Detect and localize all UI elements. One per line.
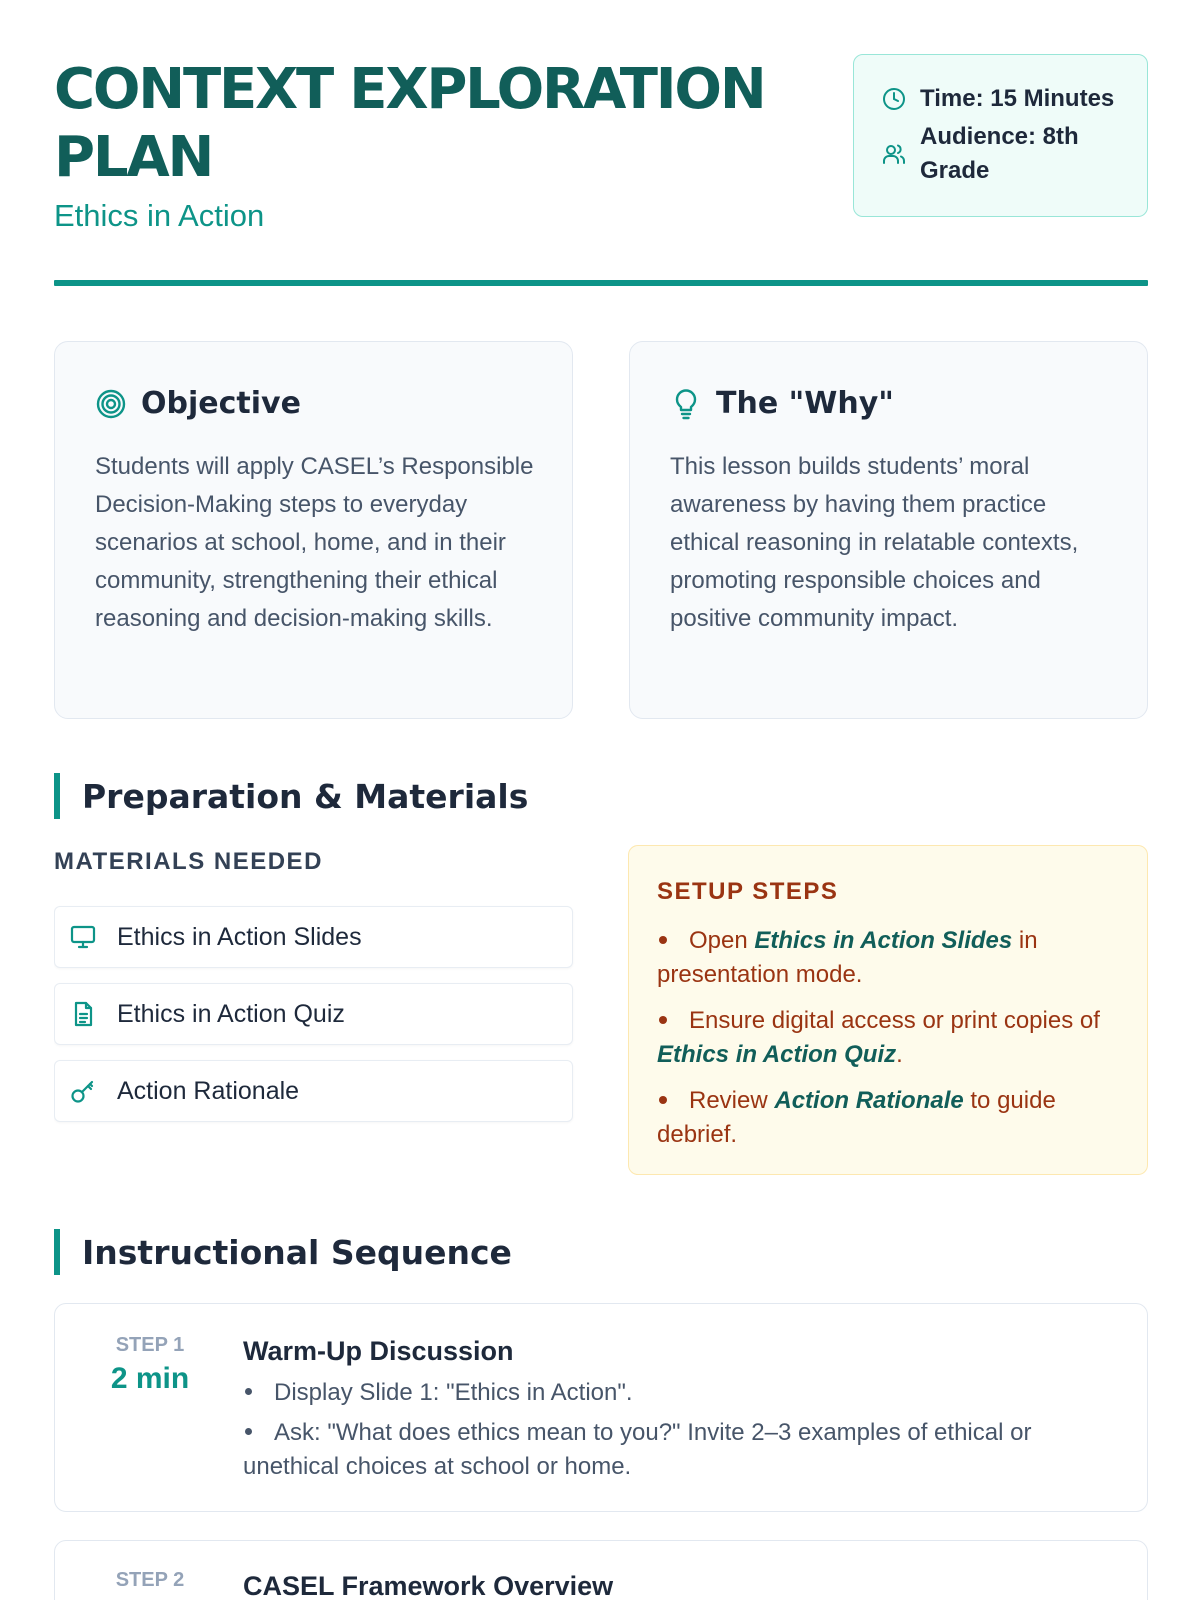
step-label: STEP 1 [115,1334,185,1356]
section-accent-bar [54,773,60,819]
bullet-dot [245,1388,252,1395]
users-icon [882,142,906,166]
material-item-slides[interactable] [54,906,573,968]
page-subtitle: Ethics in Action [54,198,265,233]
setup-step: Open Ethics in Action Slides in presentation mode. [657,927,1038,988]
bullet-dot [245,1428,252,1435]
bullet-dot [659,1096,667,1104]
bullet-dot [659,1016,667,1024]
objective-heading: Objective [141,386,301,421]
material-label: Ethics in Action Quiz [117,999,345,1028]
lesson-plan-page [54,0,1148,1600]
step-label: STEP 2 [115,1569,185,1591]
why-body: This lesson builds students’ moral awareness by having them practice ethical reasoning in relatable contexts, promoting responsible choices and positive community impact. [670,453,1079,632]
key-icon [69,1077,97,1105]
title-line-1: CONTEXT EXPLORATION [54,57,765,122]
time-row [882,82,1114,116]
objective-card [54,341,573,719]
step-duration: 2 min [110,1362,190,1395]
document-icon [69,1000,97,1028]
preparation-heading: Preparation & Materials [82,776,529,816]
page-title [54,56,814,192]
clock-icon [882,87,906,111]
setup-label: SETUP STEPS [657,878,839,905]
step-bullets [243,1376,1103,1490]
materials-label: MATERIALS NEEDED [54,848,323,875]
bullet-dot [659,936,667,944]
material-label: Ethics in Action Slides [117,922,362,951]
objective-body: Students will apply CASEL’s Responsible Decision-Making steps to everyday scenarios at school, home, and in their community, strengthening their ethical reasoning and decision-making skills. [95,453,534,632]
setup-steps-box [628,845,1148,1175]
title-line-2: PLAN [54,125,213,190]
audience-row [882,120,1132,188]
audience-text: Audience: 8th Grade [920,123,1079,184]
step-title: Warm-Up Discussion [243,1336,514,1366]
material-label: Action Rationale [117,1076,300,1105]
setup-step: Review Action Rationale to guide debrief. [657,1087,1056,1148]
setup-step: Ensure digital access or print copies of Ethics in Action Quiz. [657,1007,1100,1068]
preparation-section-header [54,773,528,819]
time-text: Time: 15 Minutes [920,85,1115,112]
presentation-icon [69,923,97,951]
objective-header [95,386,301,421]
why-header [670,386,894,421]
header-divider [54,280,1148,286]
lightbulb-icon [670,388,702,420]
step-card-1 [54,1303,1148,1512]
sequence-section-header [54,1229,512,1275]
meta-info-box [853,54,1148,217]
step-bullet: Display Slide 1: "Ethics in Action". [243,1376,1103,1410]
why-heading: The "Why" [716,386,894,421]
target-icon [95,388,127,420]
why-card [629,341,1148,719]
step-title: CASEL Framework Overview [243,1571,614,1600]
sequence-heading: Instructional Sequence [82,1232,512,1272]
step-bullet: Ask: "What does ethics mean to you?" Invite 2–3 examples of ethical or unethical choices at school or home. [243,1419,1032,1480]
section-accent-bar [54,1229,60,1275]
step-card-2 [54,1540,1148,1600]
setup-list [657,924,1127,1164]
material-item-rationale[interactable] [54,1060,573,1122]
material-item-quiz[interactable] [54,983,573,1045]
